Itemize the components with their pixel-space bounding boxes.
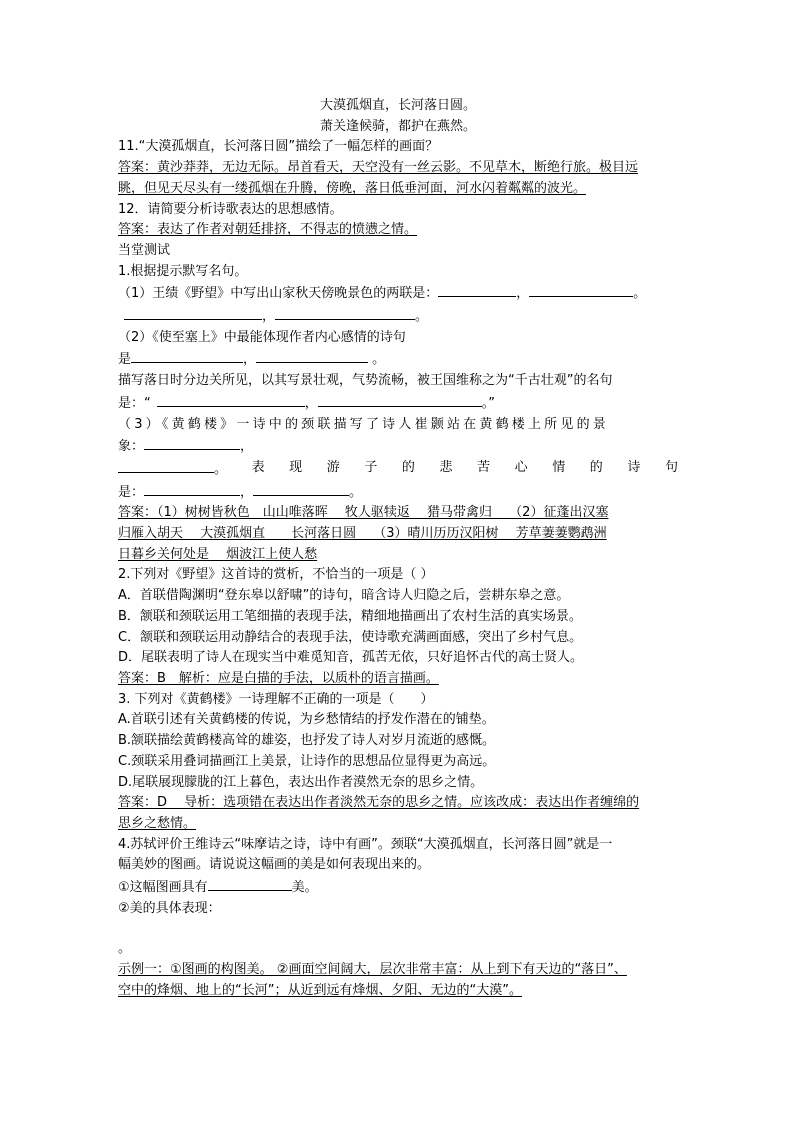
blank-and-period [118, 458, 227, 481]
fill-blank[interactable] [438, 282, 516, 297]
fill-blank[interactable] [208, 876, 292, 891]
test-1-part-3-line-2 [118, 435, 678, 458]
spaced-char: 悲 [439, 459, 453, 475]
test-2-option: D．尾联表明了诗人在现实当中难觅知音，孤苦无依，只好追怀古代的高士贤人。 [118, 650, 584, 666]
fill-blank[interactable] [253, 481, 349, 496]
label-shi: 是： [118, 484, 145, 500]
answer-test-1-line-1: 答案：（1）树树皆秋色 山山唯落晖 牧人驱犊返 猎马带禽归 （2）征蓬出汉塞 [118, 505, 609, 521]
test-4-q2: ②美的具体表现： [118, 900, 221, 916]
spaced-char: 的 [401, 459, 415, 475]
period: 。 [415, 309, 429, 325]
answer-test-3-line-1: 答案：D 导析：选项错在表达出作者淡然无奈的思乡之情。应该改成：表达出作者缠绵的 [118, 795, 640, 811]
spaced-char: 游 [326, 459, 340, 475]
fill-blank[interactable] [275, 305, 415, 320]
example-answer-line-2: 空中的烽烟、地上的“长河”；从近到远有烽烟、夕阳、无边的“大漠”。 [118, 982, 522, 998]
fill-blank[interactable] [318, 392, 482, 407]
period: 。 [214, 461, 228, 477]
period: 。 [368, 352, 386, 368]
test-3-option: D.尾联展现朦胧的江上暮色，表达出作者漠然无奈的思乡之情。 [118, 774, 484, 790]
spaced-char: 心 [514, 459, 528, 475]
comma: ， [243, 352, 257, 368]
test-1-part-1-line-2 [118, 305, 678, 328]
quote-end: 。” [481, 395, 496, 411]
comma: ， [240, 439, 254, 455]
fill-blank[interactable] [529, 282, 633, 297]
test-1-part-2: （2）《使至塞上》中最能体现作者内心感情的诗句 [118, 329, 406, 345]
label-shi: 是：“ [118, 395, 151, 411]
test-4-q1-suffix: 美。 [291, 880, 318, 896]
comma: ， [240, 484, 254, 500]
spaced-char: 句 [664, 459, 678, 475]
test-1-part-3-line-4 [118, 481, 678, 504]
answer-test-1-line-3: 日暮乡关何处是 烟波江上使人愁 [118, 546, 318, 562]
test-3-title: 3. 下列对《黄鹤楼》一诗理解不正确的一项是（ ） [118, 691, 434, 707]
test-2-option: C．颔联和颈联运用动静结合的表现手法，使诗歌充满画面感，突出了乡村气息。 [118, 629, 583, 645]
question-11: 11.“大漠孤烟直，长河落日圆”描绘了一幅怎样的画面？ [118, 139, 439, 155]
spaced-char: 苦 [477, 459, 491, 475]
test-2-option: B．颔联和颈联运用工笔细描的表现手法，精细地描画出了农村生活的真实场景。 [118, 608, 582, 624]
fill-blank[interactable] [256, 348, 368, 363]
label-shi: 是 [118, 352, 132, 368]
test-1-title: 1.根据提示默写名句。 [118, 263, 248, 279]
answer-test-1-line-2: 归雁入胡天 大漠孤烟直 长河落日圆 （3）晴川历历汉阳树 芳草萋萋鹦鹉洲 [118, 526, 607, 542]
test-4-line-1: 4.苏轼评价王维诗云“味摩诘之诗，诗中有画”。颈联“大漠孤烟直，长河落日圆”就是一 [118, 836, 613, 852]
poem-line-2: 萧关逢候骑，都护在燕然。 [319, 118, 476, 134]
spaced-char: 情 [552, 459, 566, 475]
section-title: 当堂测试 [118, 242, 171, 258]
example-answer-line-1: 示例一：①图画的构图美。 ②画面空间阔大，层次非常丰富：从上到下有天边的“落日”、 [118, 962, 627, 978]
test-4-line-2: 幅美妙的图画。请说说这幅画的美是如何表现出来的。 [118, 857, 431, 873]
period: 。 [633, 286, 647, 302]
answer-test-3-line-2: 思乡之愁情。 [118, 815, 197, 831]
blank-space [118, 919, 678, 939]
test-3-option: C.颈联采用叠词描画江上美景，让诗作的思想品位显得更为高远。 [118, 753, 496, 769]
answer-test-2: 答案：B 解析：应是白描的手法，以质朴的语言描画。 [118, 670, 439, 686]
test-3-option: A.首联引述有关黄鹤楼的传说，为乡愁情结的抒发作潜在的铺垫。 [118, 712, 495, 728]
fill-blank[interactable] [144, 481, 240, 496]
test-1-part-2-line-4 [118, 392, 678, 415]
poem-line-1: 大漠孤烟直，长河落日圆。 [319, 98, 476, 113]
test-4-dot: 。 [118, 941, 132, 957]
test-2-option: A．首联借陶渊明“登东皋以舒啸”的诗句，暗含诗人归隐之后，尝耕东皋之意。 [118, 588, 570, 604]
fill-blank[interactable] [157, 392, 305, 407]
answer-12: 答案：表达了作者对朝廷排挤，不得志的愤懑之情。 [118, 222, 418, 238]
label-xiang: 象： [118, 439, 145, 455]
test-1-part-2-line-3: 描写落日时分边关所见，以其写景壮观，气势流畅，被王国维称之为“千古壮观”的名句 [118, 373, 613, 389]
test-1-part-1 [118, 282, 678, 305]
document-page [118, 96, 678, 1002]
period: 。 [349, 484, 363, 500]
test-3-option: B.颔联描绘黄鹤楼高耸的雄姿，也抒发了诗人对岁月流逝的感慨。 [118, 733, 496, 749]
comma: ， [262, 309, 276, 325]
fill-blank[interactable] [118, 458, 214, 473]
fill-blank[interactable] [144, 435, 240, 450]
test-1-part-2-line-2 [118, 348, 678, 371]
test-1-part-3: （3）《黄鹤楼》一诗中的颈联描写了诗人崔颢站在黄鹤楼上所见的景 [118, 416, 609, 432]
spaced-char: 的 [589, 459, 603, 475]
test-1-part-1-prompt: （1）王绩《野望》中写出山家秋天傍晚景色的两联是： [118, 286, 439, 302]
fill-blank[interactable] [124, 305, 262, 320]
question-12: 12．请简要分析诗歌表达的思想感情。 [118, 201, 343, 217]
comma: ， [516, 286, 530, 302]
answer-11-line-2: 眺，但见天尽头有一缕孤烟在升腾，傍晚，落日低垂河面，河水闪着粼粼的波光。 [118, 180, 587, 196]
spaced-char: 表 [251, 459, 265, 475]
spaced-char: 诗 [627, 459, 641, 475]
test-1-part-3-line-3 [118, 458, 678, 481]
spaced-char: 现 [289, 459, 303, 475]
comma: ， [304, 395, 318, 411]
test-2-title: 2.下列对《野望》这首诗的赏析，不恰当的一项是（ ） [118, 567, 434, 583]
fill-blank[interactable] [131, 348, 243, 363]
test-4-q1-prompt: ①这幅图画具有 [118, 880, 208, 896]
answer-11-line-1: 答案：黄沙莽莽，无边无际。昂首看天，天空没有一丝云影。不见草木，断绝行旅。极目远 [118, 160, 639, 176]
spaced-char: 子 [364, 459, 378, 475]
test-4-q1 [118, 876, 678, 899]
